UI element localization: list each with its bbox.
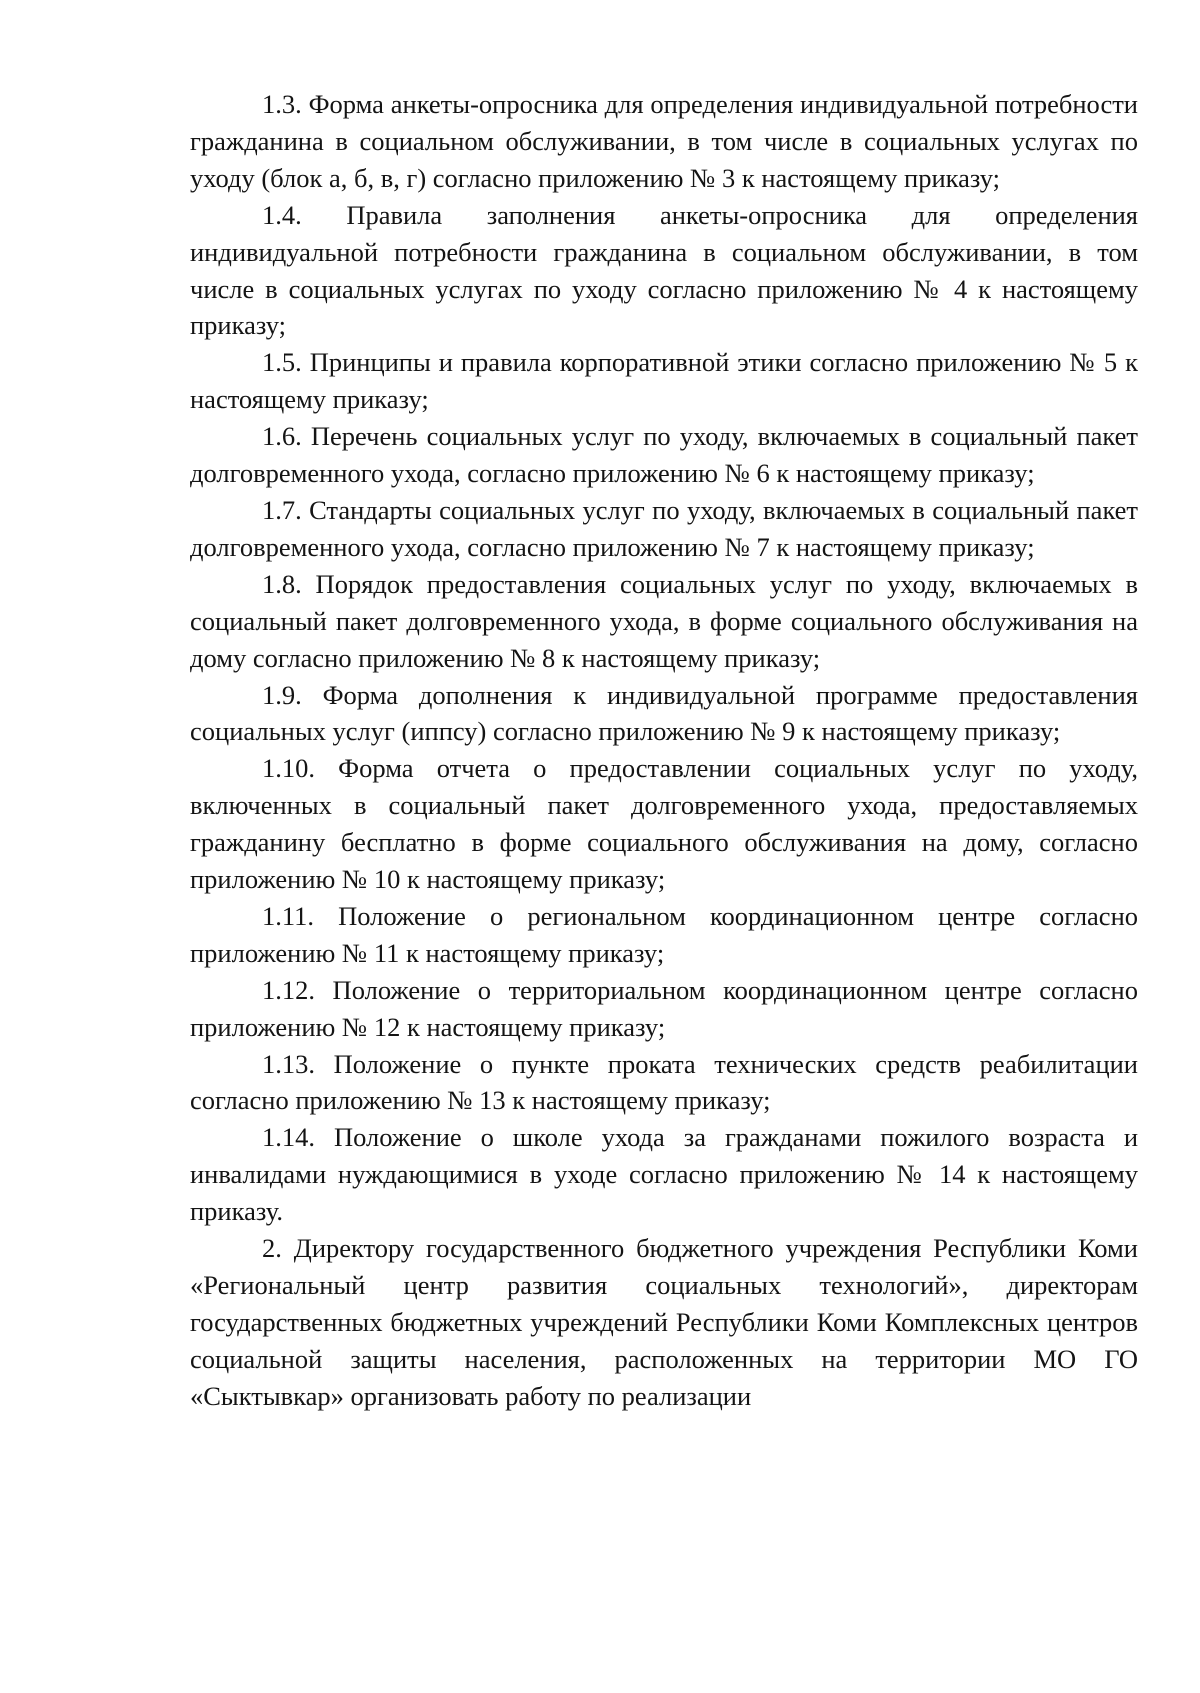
paragraph-1-14: 1.14. Положение о школе ухода за гражданами пожилого возраста и инвалидами нуждающимися в уходе согласно приложению № 14 к настоящему приказу. (190, 1122, 1138, 1227)
paragraph-1-12: 1.12. Положение о территориальном координационном центре согласно приложению № 12 к настоящему приказу; (190, 974, 1138, 1042)
paragraph-1-7: 1.7. Стандарты социальных услуг по уходу, включаемых в социальный пакет долговременного ухода, согласно приложению № 7 к настоящему приказу; (190, 494, 1138, 562)
paragraph-1-8: 1.8. Порядок предоставления социальных услуг по уходу, включаемых в социальный пакет долговременного ухода, в форме социального обслуживания на дому согласно приложению № 8 к настоящему приказу; (190, 568, 1138, 673)
paragraph-1-13: 1.13. Положение о пункте проката технических средств реабилитации согласно приложению № 13 к настоящему приказу; (190, 1048, 1138, 1116)
paragraph-1-9: 1.9. Форма дополнения к индивидуальной программе предоставления социальных услуг (иппсу) согласно приложению № 9 к настоящему приказу; (190, 679, 1138, 747)
paragraph-1-4: 1.4. Правила заполнения анкеты-опросника для определения индивидуальной потребности гражданина в социальном обслуживании, в том числе в социальных услугах по уходу согласно приложению № 4 к настоящему приказу; (190, 199, 1138, 341)
paragraph-1-5: 1.5. Принципы и правила корпоративной этики согласно приложению № 5 к настоящему приказу; (190, 347, 1138, 415)
paragraph-1-6: 1.6. Перечень социальных услуг по уходу, включаемых в социальный пакет долговременного ухода, согласно приложению № 6 к настоящему приказу; (190, 421, 1138, 489)
paragraph-1-11: 1.11. Положение о региональном координационном центре согласно приложению № 11 к настоящему приказу; (190, 900, 1138, 968)
document-body (190, 86, 1138, 1415)
paragraph-1-3: 1.3. Форма анкеты-опросника для определения индивидуальной потребности гражданина в социальном обслуживании, в том числе в социальных услугах по уходу (блок а, б, в, г) согласно приложению № 3 к настоящему приказу; (190, 89, 1138, 193)
paragraph-1-10: 1.10. Форма отчета о предоставлении социальных услуг по уходу, включенных в социальный пакет долговременного ухода, предоставляемых гражданину бесплатно в форме социального обслуживания на дому, согласно приложению № 10 к настоящему приказу; (190, 753, 1138, 895)
paragraph-2: 2. Директору государственного бюджетного учреждения Республики Коми «Региональный центр развития социальных технологий», директорам государственных бюджетных учреждений Республики Коми Комплексных центров социальной защиты населения, расположенных на территории МО ГО «Сыктывкар» организовать работу по реализации (190, 1233, 1138, 1411)
